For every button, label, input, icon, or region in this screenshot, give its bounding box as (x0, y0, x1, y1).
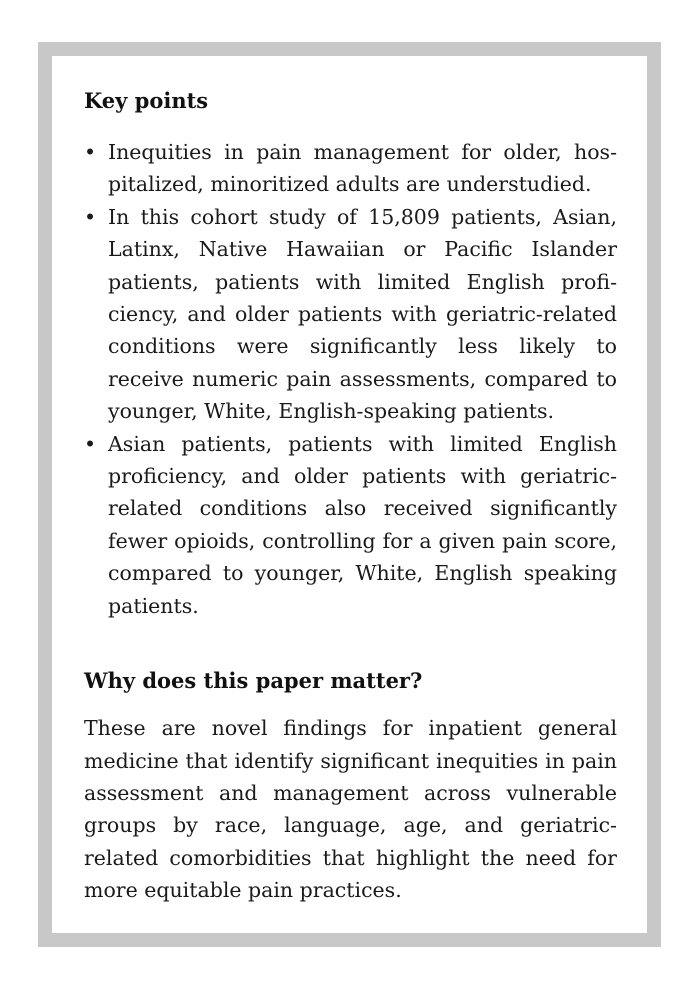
key-point-text: Inequities in pain management for older, hospitalized, minoritized adults are understudied. (108, 140, 617, 197)
key-points-box (38, 42, 661, 947)
bullet-icon: • (84, 431, 97, 456)
key-point-item (84, 428, 617, 622)
bullet-icon: • (84, 204, 97, 229)
key-point-text: In this cohort study of 15,809 patients, Asian, Latinx, Native Hawaiian or Pacific Islander patients, patients with limited English proficiency, and older patients with geriatric-related conditions were significantly less likely to receive numeric pain assessments, compared to younger, White, English-speaking patients. (108, 204, 617, 424)
why-matter-heading: Why does this paper matter? (84, 668, 423, 694)
key-point-item (84, 136, 617, 201)
key-points-heading: Key points (84, 88, 209, 113)
key-points-list (84, 136, 617, 622)
bullet-icon: • (84, 140, 97, 164)
key-point-item (84, 201, 617, 428)
why-matter-text: These are novel findings for inpatient general medicine that identify significant inequities in pain assessment and management across vulnerable groups by race, language, age, and geriatric-related comorbidities that highlight the need for more equitable pain practices. (84, 716, 617, 903)
key-point-text: Asian patients, patients with limited English proficiency, and older patients with geriatric-related conditions also received significantly fewer opioids, controlling for a given pain score, compared to younger, White, English speaking patients. (108, 431, 617, 618)
